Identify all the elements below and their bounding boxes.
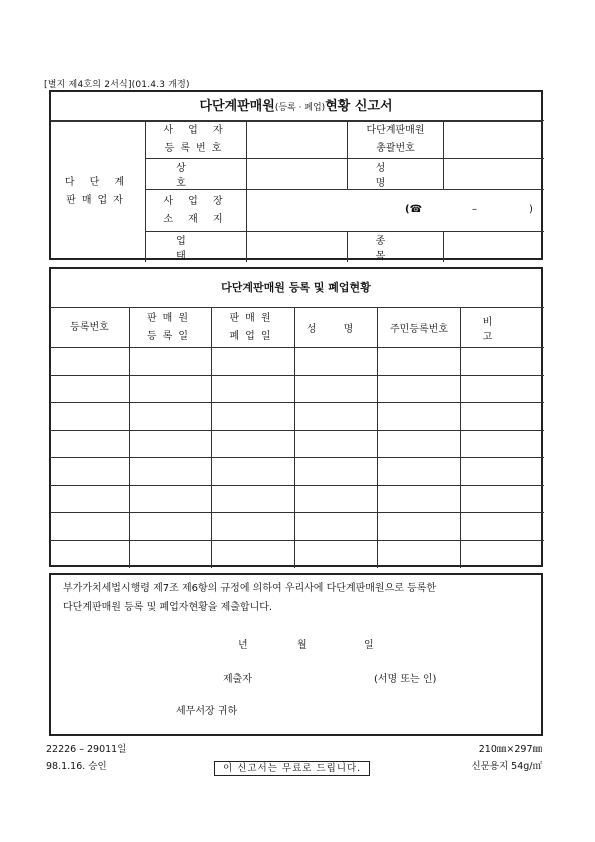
submitter-label: 제출자 (223, 674, 252, 685)
table-cell[interactable] (378, 430, 461, 458)
table-cell[interactable] (212, 458, 295, 486)
table-cell[interactable] (461, 513, 545, 541)
table-cell[interactable] (378, 403, 461, 431)
phone-open: (☎ (405, 204, 423, 215)
item-field[interactable] (444, 232, 545, 263)
table-cell[interactable] (295, 540, 378, 568)
name-label (348, 159, 444, 190)
paper-type: 신문용지 54g/㎡ (471, 761, 542, 772)
table-cell[interactable] (295, 485, 378, 513)
table-cell[interactable] (50, 375, 130, 403)
col-name-text: 성 명 (306, 324, 366, 335)
table-cell[interactable] (461, 540, 545, 568)
table-row (50, 348, 544, 376)
status-table-box (49, 267, 543, 567)
table-cell[interactable] (461, 485, 545, 513)
table-cell[interactable] (130, 430, 212, 458)
col-resident-no (378, 308, 461, 348)
table-cell[interactable] (212, 513, 295, 541)
table-cell[interactable] (50, 458, 130, 486)
table-cell[interactable] (295, 513, 378, 541)
table-cell[interactable] (378, 513, 461, 541)
biz-reg-no-label (146, 121, 247, 159)
seller-info-table (50, 120, 544, 262)
trade-name-field[interactable] (247, 159, 348, 190)
master-no-label (348, 121, 444, 159)
col-remarks-text: 비 고 (482, 316, 523, 343)
table-cell[interactable] (461, 375, 545, 403)
col-remarks (461, 308, 545, 348)
col-reg-no (50, 308, 130, 348)
form-title-main-a: 다단계판매원 (199, 99, 275, 114)
table-cell[interactable] (130, 375, 212, 403)
declaration-text: 부가가치세법시행령 제7조 제6항의 규정에 의하여 우리사에 다단계판매원으로 등록한 다단계판매원 등록 및 폐업자현황을 제출합니다. (63, 583, 437, 613)
table-cell[interactable] (378, 375, 461, 403)
table-cell[interactable] (130, 513, 212, 541)
col-name (295, 308, 378, 348)
seller-group-label-text: 다 단 계 판매업자 (64, 176, 131, 206)
table-cell[interactable] (378, 540, 461, 568)
table-cell[interactable] (212, 375, 295, 403)
table-cell[interactable] (50, 403, 130, 431)
seller-info-box (49, 90, 543, 260)
form-code: 22226 – 29011일 (46, 744, 127, 755)
table-cell[interactable] (130, 485, 212, 513)
table-cell[interactable] (461, 458, 545, 486)
phone-dash: – (472, 204, 477, 215)
business-type-field[interactable] (247, 232, 348, 263)
table-cell[interactable] (461, 430, 545, 458)
seller-group-label (50, 121, 146, 263)
approval-date: 98.1.16. 승인 (46, 761, 107, 772)
biz-reg-no-label-text: 사 업 자 등록번호 (163, 124, 229, 154)
table-cell[interactable] (378, 485, 461, 513)
table-cell[interactable] (295, 458, 378, 486)
signature-note: (서명 또는 인) (374, 674, 437, 685)
business-type-label (146, 232, 247, 263)
name-field[interactable] (444, 159, 545, 190)
form-header-note: [별지 제4호의 2서식](01.4.3 개정) (44, 80, 190, 90)
item-label (348, 232, 444, 263)
col-reg-no-text: 등록번호 (70, 321, 109, 333)
biz-reg-no-field[interactable] (247, 121, 348, 159)
date-day-label: 일 (364, 640, 374, 651)
table-row (50, 540, 544, 568)
table-cell[interactable] (50, 430, 130, 458)
master-no-field[interactable] (444, 121, 545, 159)
form-title-main-b: 현황 신고서 (325, 99, 393, 114)
table-cell[interactable] (50, 540, 130, 568)
address-field[interactable] (247, 190, 545, 232)
table-cell[interactable] (50, 348, 130, 376)
status-header-row (50, 308, 544, 348)
table-row (50, 403, 544, 431)
paper-size: 210㎜×297㎜ (478, 744, 542, 755)
free-notice: 이 신고서는 무료로 드립니다. (214, 761, 370, 776)
address-label (146, 190, 247, 232)
col-close-date-text: 판매원 폐업일 (229, 312, 277, 342)
item-label-text: 종 목 (375, 236, 416, 262)
table-cell[interactable] (212, 540, 295, 568)
table-cell[interactable] (295, 403, 378, 431)
col-close-date (212, 308, 295, 348)
table-cell[interactable] (212, 485, 295, 513)
status-table (50, 307, 544, 568)
declaration-box (49, 573, 543, 736)
phone-close: ) (529, 204, 533, 215)
table-cell[interactable] (212, 348, 295, 376)
form-title (51, 92, 541, 122)
table-cell[interactable] (130, 403, 212, 431)
trade-name-label (146, 159, 247, 190)
table-cell[interactable] (295, 375, 378, 403)
table-cell[interactable] (212, 430, 295, 458)
table-row (50, 513, 544, 541)
table-cell[interactable] (461, 348, 545, 376)
addressee-label: 세무서장 귀하 (176, 706, 238, 717)
col-resident-no-text: 주민등록번호 (390, 324, 448, 335)
table-row (50, 485, 544, 513)
col-reg-date (130, 308, 212, 348)
col-reg-date-text: 판매원 등록일 (147, 312, 194, 342)
table-cell[interactable] (130, 348, 212, 376)
table-cell[interactable] (130, 458, 212, 486)
table-row (50, 430, 544, 458)
business-type-label-text: 업 태 (176, 236, 216, 262)
table-cell[interactable] (378, 348, 461, 376)
status-table-title: 다단계판매원 등록 및 폐업현황 (221, 281, 371, 294)
table-cell[interactable] (295, 348, 378, 376)
table-cell[interactable] (378, 458, 461, 486)
trade-name-label-text: 상 호 (176, 163, 216, 189)
address-label-text: 사 업 장 소 재 지 (163, 195, 229, 225)
table-cell[interactable] (212, 403, 295, 431)
table-cell[interactable] (461, 403, 545, 431)
table-cell[interactable] (50, 485, 130, 513)
table-row (50, 458, 544, 486)
form-title-sub: (등록 · 폐업) (274, 103, 326, 113)
table-row (50, 375, 544, 403)
date-month-label: 월 (297, 640, 307, 651)
table-cell[interactable] (130, 540, 212, 568)
table-cell[interactable] (50, 513, 130, 541)
master-no-label-text: 다단계판매원 총괄번호 (366, 124, 425, 154)
name-label-text: 성 명 (375, 163, 416, 189)
table-cell[interactable] (295, 430, 378, 458)
date-year-label: 년 (238, 640, 248, 651)
